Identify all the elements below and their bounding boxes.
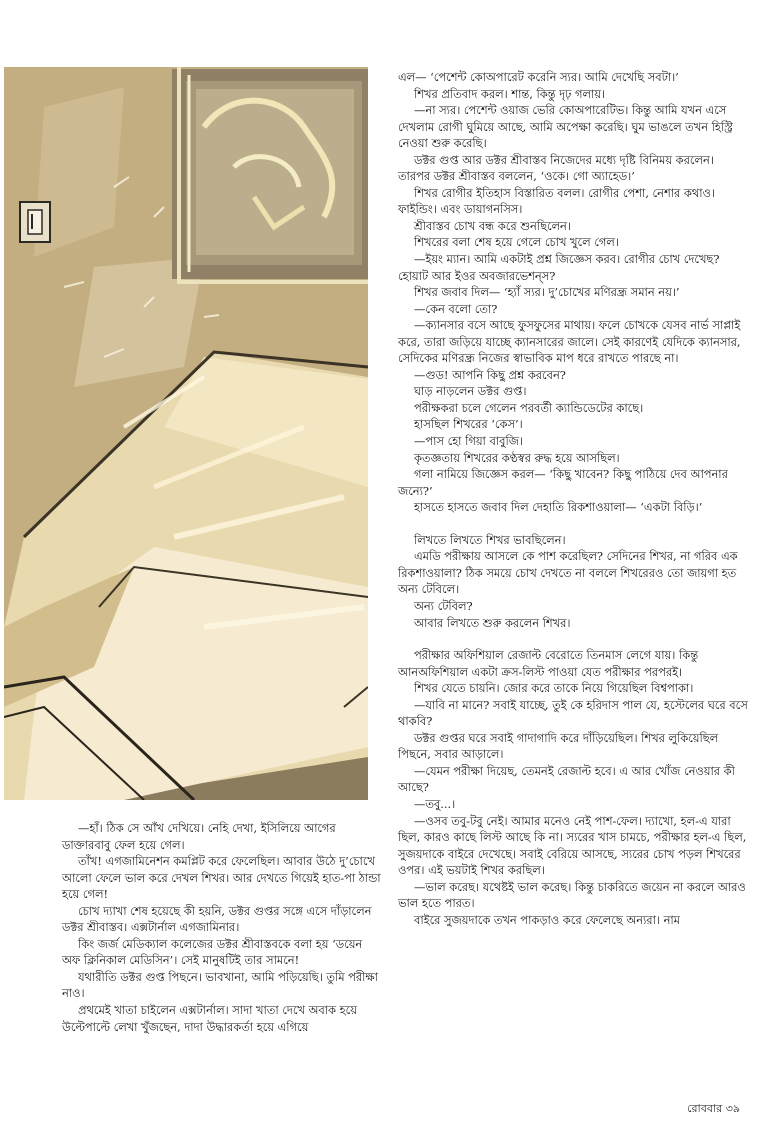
page-footer-label: রোববার ৩৯	[687, 1102, 740, 1115]
paragraph: —তবু...।	[414, 796, 456, 811]
paragraph: এল— ‘পেশেন্ট কোঅপারেট করেনি স্যর। আমি দেখেছি সবটা।’	[398, 70, 679, 84]
paragraph: শিখরের বলা শেষ হয়ে গেলে চোখ খুলে গেল।	[414, 235, 619, 250]
paragraph: —না স্যর। পেশেন্ট ওয়াজ ভেরি কোঅপারেটিভ। কিন্তু আমি যখন এসে দেখলাম রোগী ঘুমিয়ে আছে, আমি অপেক্ষা করেছি। ঘুম ভাঙলে তখন হিস্ট্রি নেওয়া শুরু করেছি।	[398, 103, 733, 151]
paragraph: প্রথমেই খাতা চাইলেন এক্সটার্নাল। সাদা খাতা দেখে অবাক হয়ে উল্টেপাল্টে লেখা খুঁজছেন, দাদা উদ্ধারকর্তা হয়ে এগিয়ে	[62, 1003, 357, 1034]
paragraph: —ভাল করেছ। যথেষ্টই ভাল করেছ। কিন্তু চাকরিতে জয়েন না করলে আরও ভাল হতে পারত।	[398, 879, 746, 911]
paragraph: ডক্টর গুপ্তর ঘরে সবাই গাদাগাদি করে দাঁড়িয়েছিল। শিখর লুকিয়েছিল পিছনে, সবার আড়ালে।	[398, 730, 719, 762]
wall-painting	[172, 67, 368, 282]
paragraph: —যেমন পরীক্ষা দিয়েছ, তেমনই রেজাল্ট হবে। এ আর খোঁজ নেওয়ার কী আছে?	[398, 763, 735, 795]
paragraph: কিং জর্জ মেডিক্যাল কলেজের ডক্টর শ্রীবাস্তবকে বলা হয় ‘ডয়েন অফ ক্লিনিকাল মেডিসিন’। সেই মানুষটিই তার সামনে!	[62, 936, 363, 968]
paragraph: কৃতজ্ঞতায় শিখরের কণ্ঠস্বর রুদ্ধ হয়ে আসছিল।	[414, 450, 620, 465]
paragraph: লিখতে লিখতে শিখর ভাবছিলেন।	[414, 532, 566, 547]
story-illustration	[4, 67, 368, 800]
article-left-column	[62, 820, 382, 1035]
light-switch	[20, 202, 50, 242]
paragraph: চোখ দ্যাখা শেষ হয়েছে কী হয়নি, ডক্টর গুপ্তর সঙ্গে এসে দাঁড়ালেন ডক্টর শ্রীবাস্তব। এক্সটার্নাল এগজামিনার।	[62, 903, 372, 935]
paragraph: শিখর রোগীর ইতিহাস বিস্তারিত বলল। রোগীর পেশা, নেশার কথাও। ফাইন্ডিং। এবং ডায়াগনসিস।	[398, 185, 716, 217]
paragraph: গলা নামিয়ে জিজ্ঞেস করল— ‘কিছু খাবেন? কিছু পাঠিয়ে দেব আপনার জন্যে?’	[398, 467, 728, 498]
paragraph: —হাঁ। ঠিক সে আঁখ দেখিয়ে। নেহি দেখা, ইসিলিয়ে আগের ডাক্তারবাবু ফেল হয়ে গেল।	[62, 821, 336, 852]
paragraph: অন্য টেবিল?	[414, 598, 473, 613]
paragraph: —পাস হো গিয়া বাবুজি।	[414, 434, 523, 449]
paragraph: তাঁখ! এগজামিনেশন কমপ্লিট করে ফেলেছিল। আবার উঠে দু’চোখে আলো ফেলে ভাল করে দেখল শিখর। আর দেখতে গিয়েই হাত-পা ঠান্ডা হয়ে গেল!	[62, 854, 381, 902]
paragraph: —কেন বলো তো?	[414, 301, 498, 316]
paragraph: শ্রীবাস্তব চোখ বন্ধ করে শুনছিলেন।	[414, 218, 571, 233]
paragraph: যথারীতি ডক্টর গুপ্ত পিছনে। ভাবখানা, আমি পড়িয়েছি। তুমি পরীক্ষা নাও।	[62, 969, 378, 1001]
paragraph: —যাবি না মানে? সবাই যাচ্ছে, তুই কে হরিদাস পাল যে, হস্টেলের ঘরে বসে থাকবি?	[398, 697, 748, 729]
paragraph: হাসছিল শিখরের ‘কেস’।	[414, 417, 523, 432]
paragraph: শিখর প্রতিবাদ করল। শান্ত, কিন্তু দৃঢ় গলায়।	[414, 86, 606, 101]
paragraph: বাইরে সুজয়দাকে তখন পাকড়াও করে ফেলেছে অন্যরা। নাম	[414, 912, 680, 927]
article-right-column	[398, 69, 748, 928]
paragraph: শিখর যেতে চায়নি। জোর করে তাকে নিয়ে গিয়েছিল বিশ্বপাকা।	[414, 681, 694, 696]
paragraph: ডক্টর গুপ্ত আর ডক্টর শ্রীবাস্তব নিজেদের মধ্যে দৃষ্টি বিনিময় করলেন। তারপর ডক্টর শ্রীবাস্তব বললেন, ‘ওকে। গো অ্যাহেড।’	[398, 152, 714, 184]
paragraph: —ক্যানসার বসে আছে ফুসফুসের মাথায়। ফলে চোখকে যেসব নার্ভ সাপ্লাই করে, তারা জড়িয়ে যাচ্ছে ক্যানসারের জালে। সেই কারণেই যেদিকে ক্যানসার, সেদিকের মণিরন্ধ্র নিজের স্বাভাবিক মাপ ধরে রাখতে পারছে না।	[398, 318, 741, 366]
paragraph: আবার লিখতে শুরু করলেন শিখর।	[414, 615, 571, 630]
paragraph: পরীক্ষকরা চলে গেলেন পরবর্তী ক্যান্ডিডেটের কাছে।	[414, 400, 644, 415]
paragraph: পরীক্ষার অফিশিয়াল রেজাল্ট বেরোতে তিনমাস লেগে যায়। কিন্তু আনঅফিশিয়াল একটা ক্রস-লিস্ট পাওয়া যেত পরীক্ষার পরপরই।	[398, 648, 699, 679]
paragraph: শিখর জবাব দিল— ‘হ্যাঁ স্যর। দু’চোখের মণিরন্ধ্র সমান নয়।’	[414, 285, 680, 300]
paragraph: ঘাড় নাড়লেন ডক্টর গুপ্ত।	[414, 384, 527, 399]
paragraph: —ওসব তবু-টবু নেই। আমার মনেও নেই পাশ-ফেল। দ্যাখো, হল-এ যারা ছিল, কারও কাছে লিস্ট আছে কি না। স্যরের খাস চামচে, পরীক্ষার হল-এ ছিল, সুজয়দাকে বাইরে দেখেছে। সবাই বেরিয়ে আসছে, স্যরের চোখ পড়ল শিখরের ওপর। এই ভয়টাই শিখর করছিল।	[398, 813, 747, 878]
paragraph: হাসতে হাসতে জবাব দিল দেহাতি রিকশাওয়ালা— ‘একটা বিড়ি।’	[414, 500, 703, 515]
paragraph: এমডি পরীক্ষায় আসলে কে পাশ করেছিল? সেদিনের শিখর, না গরিব এক রিকশাওয়ালা? ঠিক সময়ে চোখ দেখতে না বললে শিখরেরও তো জায়গা হত অন্য টেবিলে।	[398, 549, 738, 597]
paragraph: —গুড! আপনি কিছু প্রশ্ন করবেন?	[414, 367, 566, 382]
paragraph: —ইয়ং ম্যান। আমি একটাই প্রশ্ন জিজ্ঞেস করব। রোগীর চোখ দেখেছ? হোয়াট আর ইওর অবজারভেশন্‌স?	[398, 252, 720, 283]
